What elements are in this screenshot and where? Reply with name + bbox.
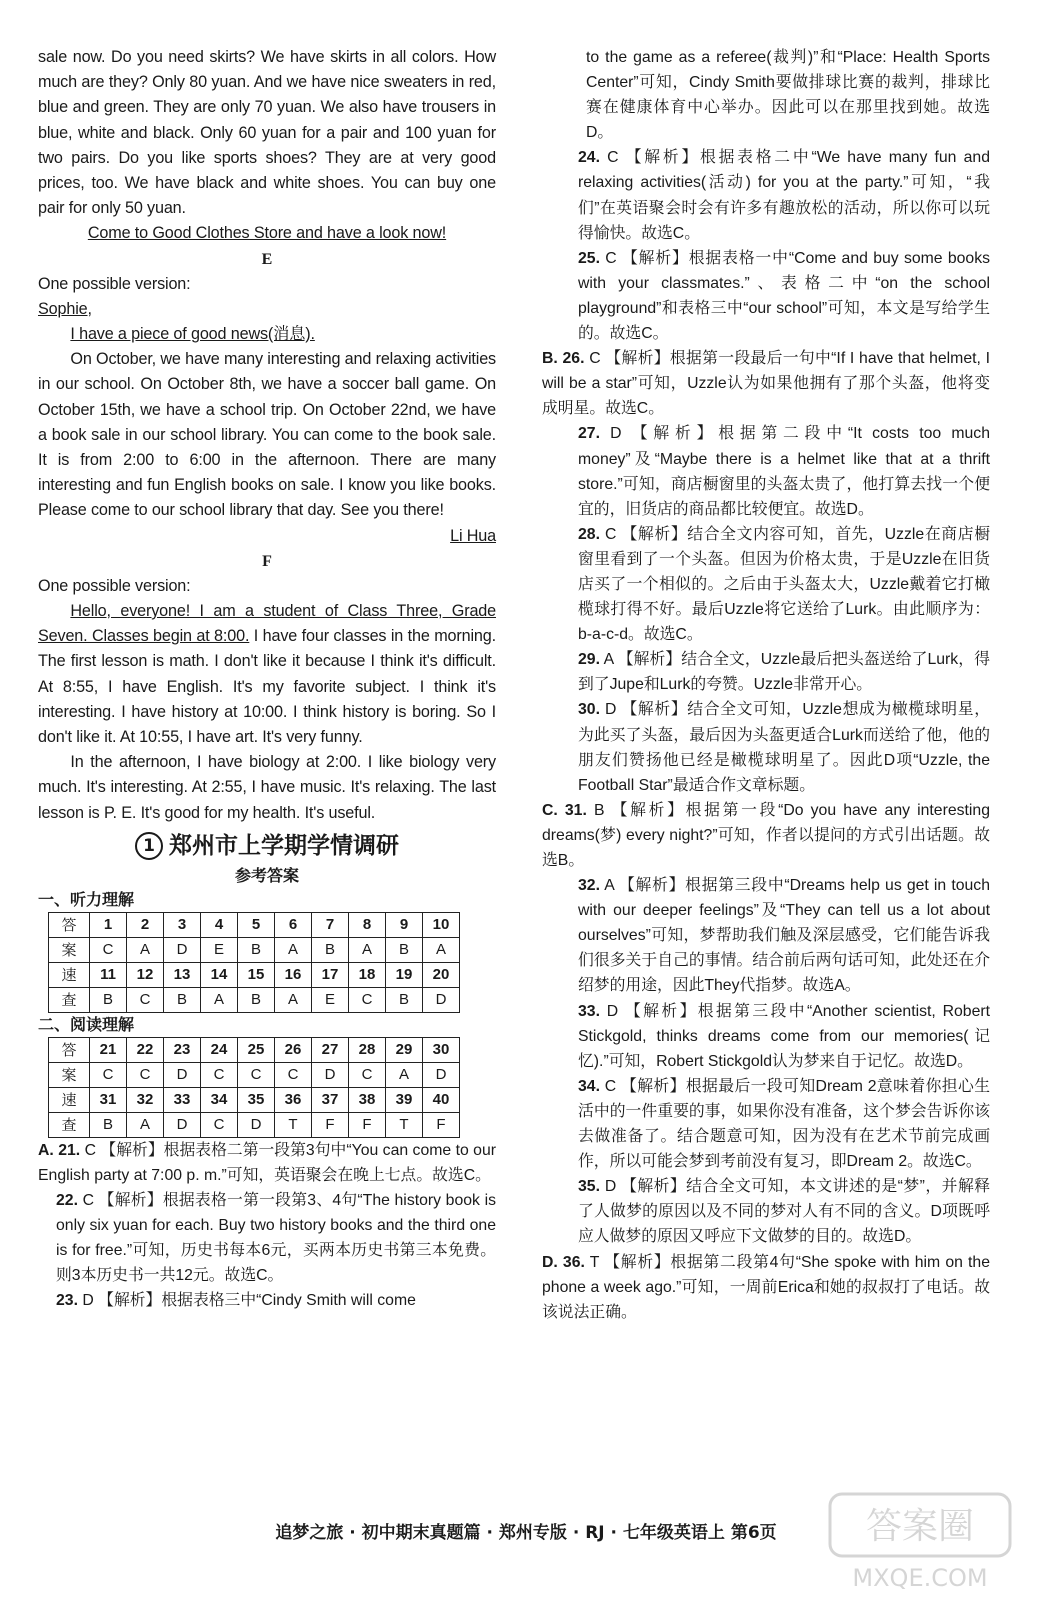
q-answer: C [275,1062,312,1087]
q-num: 20 [423,962,460,987]
answer-item-33 [578,999,990,1074]
q-answer: B [90,1112,127,1137]
e-first-line: I have a piece of good news(消息). [70,325,315,344]
q-num: 15 [238,962,275,987]
q-num: 28 [349,1037,386,1062]
item-text: C 【解析】根据最后一段可知Dream 2意味着你担心生活中的一件重要的事，如果你没有准备，这个梦会告诉你该去做准备了。结合题意可知，因为没有在艺术节前完成画作，所以可能会梦到考前没有复习，即Dream 2。故选C。 [578,1077,991,1171]
answer-item-29 [578,647,990,697]
right-column [542,45,991,1325]
answer-item-28 [578,522,990,647]
q-answer: A [423,937,460,962]
q-answer: E [312,987,349,1012]
q-answer: F [312,1112,349,1137]
q-answer: B [238,987,275,1012]
watermark-text: 答案圈 [865,1506,975,1547]
q-answer: A [201,987,238,1012]
table-label: 答 [49,912,90,937]
answer-item-31 [542,798,990,873]
q-num: 33 [164,1087,201,1112]
q-num: 37 [312,1087,349,1112]
item-number: 23. [56,1292,78,1310]
answer-item-30 [578,697,990,797]
item-number: 25. [578,249,600,267]
q-answer: D [164,1112,201,1137]
left-column [38,45,496,1314]
f-body-1 [38,599,496,750]
item-number: 32. [578,877,600,895]
table-label: 答 [49,1037,90,1062]
item-text: C 【解析】根据表格二中“We have many fun and relaxing activities(活动) for you at the party.”可知，“我们”在英语聚会时会有许多有趣放松的活动，所以你可以玩得愉快。故选C。 [578,149,990,242]
q-answer: B [238,937,275,962]
q-answer: D [423,987,460,1012]
q-num: 10 [423,912,460,937]
q-answer: A [127,937,164,962]
q-num: 34 [201,1087,238,1112]
answer-item-26 [542,346,990,421]
f-body-1-text: I have four classes in the morning. The first lesson is math. I don't like it because I think it's difficult. At 8:55, I have English. It's my favorite subject. I think it's interesting. I have history at 10:00. I think history is boring. So I don't like it. At 10:55, I have art. It's very funny. [38,627,496,747]
f-intro: One possible version: [38,576,191,595]
q-answer: F [349,1112,386,1137]
q-answer: B [90,987,127,1012]
slogan: Come to Good Clothes Store and have a look now! [87,224,447,243]
listening-num-row-2 [49,962,460,987]
f-body-2: In the afternoon, I have biology at 2:00. I like biology very much. It's interesting. At 2:55, I have music. It's relaxing. The last lesson is P. E. It's good for my health. It's useful. [38,753,496,822]
answer-item-24 [578,145,990,245]
e-signature: Li Hua [450,526,496,545]
item-number: 33. [578,1002,600,1020]
q-num: 17 [312,962,349,987]
item-number: 34. [578,1077,600,1095]
item-text: D 【解析】根据表格三中“Cindy Smith will come [82,1292,416,1310]
e-body: On October, we have many interesting and relaxing activities in our school. On October 8th, we have a soccer ball game. On October 15th, we have a school trip. On October 22nd, we have a book sale in our school library. You can come to the book sale. It is from 2:00 to 6:00 in the afternoon. There are many interesting and fun English books on sale. I know you like books. Please come to our school library that day. See you there! [38,350,496,520]
q-num: 39 [386,1087,423,1112]
q-num: 2 [127,912,164,937]
e-intro: One possible version: [38,274,191,293]
q-num: 18 [349,962,386,987]
part-listening-heading: 一、听力理解 [38,889,135,909]
item-text: A 【解析】根据第三段中“Dreams help us get in touch with our deeper feelings”及“They can tell us a lot about ourselves”可知，梦帮助我们触及深层感受，它们能告诉我们很多关于自己的事情。结合前后两句话可知，此处还在介绍梦的用途，因此They代指梦。故选A。 [578,877,990,995]
q-answer: B [386,937,423,962]
item-text: D 【解析】结合全文可知，Uzzle想成为橄榄球明星，为此买了头盔，最后因为头盔更适合Lurk而送给了他，他的朋友们赞扬他已经是橄榄球明星了。因此D项“Uzzle, the Football Star”最适合作文章标题。 [578,701,990,794]
q-num: 24 [201,1037,238,1062]
item-number: 24. [578,149,600,167]
q-answer: E [201,937,238,962]
table-label: 查 [49,1112,90,1137]
item-text: C 【解析】结合全文内容可知，首先，Uzzle在商店橱窗里看到了一个头盔。但因为价格太贵，于是Uzzle在旧货店买了一个相似的。之后由于头盔太大，Uzzle戴着它打橄榄球打得不好。最后Uzzle将它送给了Lurk。由此顺序为：b-a-c-d。故选C。 [578,525,990,644]
table-label: 速 [49,1087,90,1112]
reading-answer-table [48,1037,460,1138]
section-e-heading: E [261,250,273,268]
item-text: C 【解析】根据第一段最后一句中“If I have that helmet, I will be a star”可知，Uzzle认为如果他拥有了那个头盔，他将变成明星。故选C。 [542,350,991,418]
q-answer: D [238,1112,275,1137]
item-text: C 【解析】根据表格一第一段第3、4句“The history book is only six yuan for each. Buy two history books and the third one is for free.”可知，历史书每本6元，买两本历史书第三本免费。则3本历史书一共12元。故选C。 [56,1192,496,1285]
table-label: 速 [49,962,90,987]
e-salutation: Sophie, [38,299,92,318]
q-num: 8 [349,912,386,937]
q-num: 31 [90,1087,127,1112]
q-num: 30 [423,1037,460,1062]
answer-item-23 [38,1288,496,1313]
q-num: 27 [312,1037,349,1062]
answer-item-35 [578,1174,990,1249]
q-answer: D [164,937,201,962]
part-reading-heading: 二、阅读理解 [38,1014,135,1034]
q-answer: C [201,1112,238,1137]
q-answer: A [275,937,312,962]
q-num: 22 [127,1037,164,1062]
q-num: 21 [90,1037,127,1062]
exam-title-text: 郑州市上学期学情调研 [169,832,399,859]
item-text: C 【解析】根据表格一中“Come and buy some books with your classmates.”、表格二中“on the school playground”和表格三中“our school”可知，本文是写给学生的。故选C。 [578,249,991,343]
q-answer: C [349,1062,386,1087]
q-num: 9 [386,912,423,937]
item-text: C 【解析】根据表格二第一段第3句中“You can come to our English party at 7:00 p. m.”可知，英语聚会在晚上七点。故选C。 [38,1141,496,1184]
table-label: 案 [49,937,90,962]
answer-item-21 [38,1138,496,1188]
listening-answer-table [48,912,460,1013]
q-answer: D [164,1062,201,1087]
q-num: 7 [312,912,349,937]
q-answer: C [349,987,386,1012]
q-num: 4 [201,912,238,937]
q-answer: D [312,1062,349,1087]
page-footer: 追梦之旅 · 初中期末真题篇 · 郑州专版 · RJ · 七年级英语上 第6页 [275,1523,777,1543]
q-answer: C [238,1062,275,1087]
q-num: 6 [275,912,312,937]
q-num: 1 [90,912,127,937]
item-text: A 【解析】结合全文，Uzzle最后把头盔送给了Lurk，得到了Jupe和Lurk的夸赞。Uzzle非常开心。 [578,651,990,694]
item-text: D 【解析】根据第三段中“Another scientist, Robert Stickgold, thinks dreams come from our memories(记忆).”可知，Robert Stickgold认为梦来自于记忆。故选D。 [578,1002,991,1070]
q-answer: A [127,1112,164,1137]
table-label: 查 [49,987,90,1012]
q-answer: T [386,1112,423,1137]
q-num: 29 [386,1037,423,1062]
clothes-ad-paragraph: sale now. Do you need skirts? We have skirts in all colors. How much are they? Only 80 yuan. And we have nice sweaters in red, blue and green. They are only 70 yuan. We also have trousers in blue, white and black. Only 60 yuan for a pair and 100 yuan for two pairs. Do you like sports shoes? They are at very good prices, too. We have black and white shoes. You can buy one pair for only 50 yuan. [38,48,496,218]
title-number-badge: 1 [135,832,163,860]
answer-item-36 [542,1250,990,1325]
section-f-heading: F [262,552,272,570]
q-num: 25 [238,1037,275,1062]
q-answer: D [423,1062,460,1087]
q-num: 3 [164,912,201,937]
item-text: T 【解析】根据第二段第4句“She spoke with him on the phone a week ago.”可知，一周前Erica和她的叔叔打了电话。故该说法正确。 [542,1253,990,1321]
answer-item-23-continued: to the game as a referee(裁判)”和“Place: Health Sports Center”可知，Cindy Smith要做排球比赛的裁判，排球比赛在健康体育中心举办。因此可以在那里找到她。故选D。 [586,49,990,142]
q-answer: C [201,1062,238,1087]
q-num: 14 [201,962,238,987]
item-number: D. 36. [542,1253,585,1271]
answer-item-27 [578,421,990,521]
item-number: 29. [578,651,600,669]
q-num: 19 [386,962,423,987]
item-number: B. 26. [542,350,585,368]
reading-ans-row-2 [49,1112,460,1137]
item-number: 27. [578,425,600,443]
item-number: A. 21. [38,1141,81,1159]
q-answer: B [386,987,423,1012]
item-number: 35. [578,1178,600,1196]
table-label: 案 [49,1062,90,1087]
watermark-url: MXQE.COM [852,1564,988,1592]
answer-key-subtitle: 参考答案 [234,865,299,885]
q-answer: A [349,937,386,962]
q-answer: C [127,1062,164,1087]
watermark-logo [820,1486,1020,1596]
answer-item-22 [38,1188,496,1288]
f-underlined-opening: Hello, everyone! I am a student of Class Three, Grade Seven. Classes begin at 8:00. [38,602,496,646]
q-answer: C [90,937,127,962]
listening-ans-row-2 [49,987,460,1012]
exam-title [38,828,496,864]
q-num: 13 [164,962,201,987]
listening-ans-row-1 [49,937,460,962]
q-num: 36 [275,1087,312,1112]
q-num: 16 [275,962,312,987]
item-text: D 【解析】根据第二段中“It costs too much money”及“Maybe there is a helmet like that at a thrift store.”可知，商店橱窗里的头盔太贵了，他打算去找一个便宜的，旧货店的商品都比较便宜。故选D。 [578,425,990,518]
item-text: B 【解析】根据第一段“Do you have any interesting dreams(梦) every night?”可知，作者以提问的方式引出话题。故选B。 [542,801,990,869]
q-answer: F [423,1112,460,1137]
reading-num-row-1 [49,1037,460,1062]
answer-item-32 [578,873,990,998]
q-answer: C [127,987,164,1012]
q-answer: B [164,987,201,1012]
q-num: 5 [238,912,275,937]
answer-item-34 [578,1074,990,1174]
q-answer: C [90,1062,127,1087]
q-num: 26 [275,1037,312,1062]
q-num: 38 [349,1087,386,1112]
q-answer: A [386,1062,423,1087]
q-answer: B [312,937,349,962]
q-answer: A [275,987,312,1012]
item-text: D 【解析】结合全文可知，本文讲述的是“梦”，并解释了人做梦的原因以及不同的梦对人有不同的含义。D项既呼应人做梦的原因又呼应下文做梦的目的。故选D。 [578,1178,991,1246]
item-number: 30. [578,701,600,719]
item-number: 22. [56,1192,78,1210]
q-num: 32 [127,1087,164,1112]
q-answer: T [275,1112,312,1137]
q-num: 12 [127,962,164,987]
reading-num-row-2 [49,1087,460,1112]
listening-num-row-1 [49,912,460,937]
item-number: 28. [578,525,600,543]
q-num: 23 [164,1037,201,1062]
q-num: 35 [238,1087,275,1112]
reading-ans-row-1 [49,1062,460,1087]
q-num: 11 [90,962,127,987]
q-num: 40 [423,1087,460,1112]
answer-item-25 [578,246,990,346]
item-number: C. 31. [542,801,587,819]
